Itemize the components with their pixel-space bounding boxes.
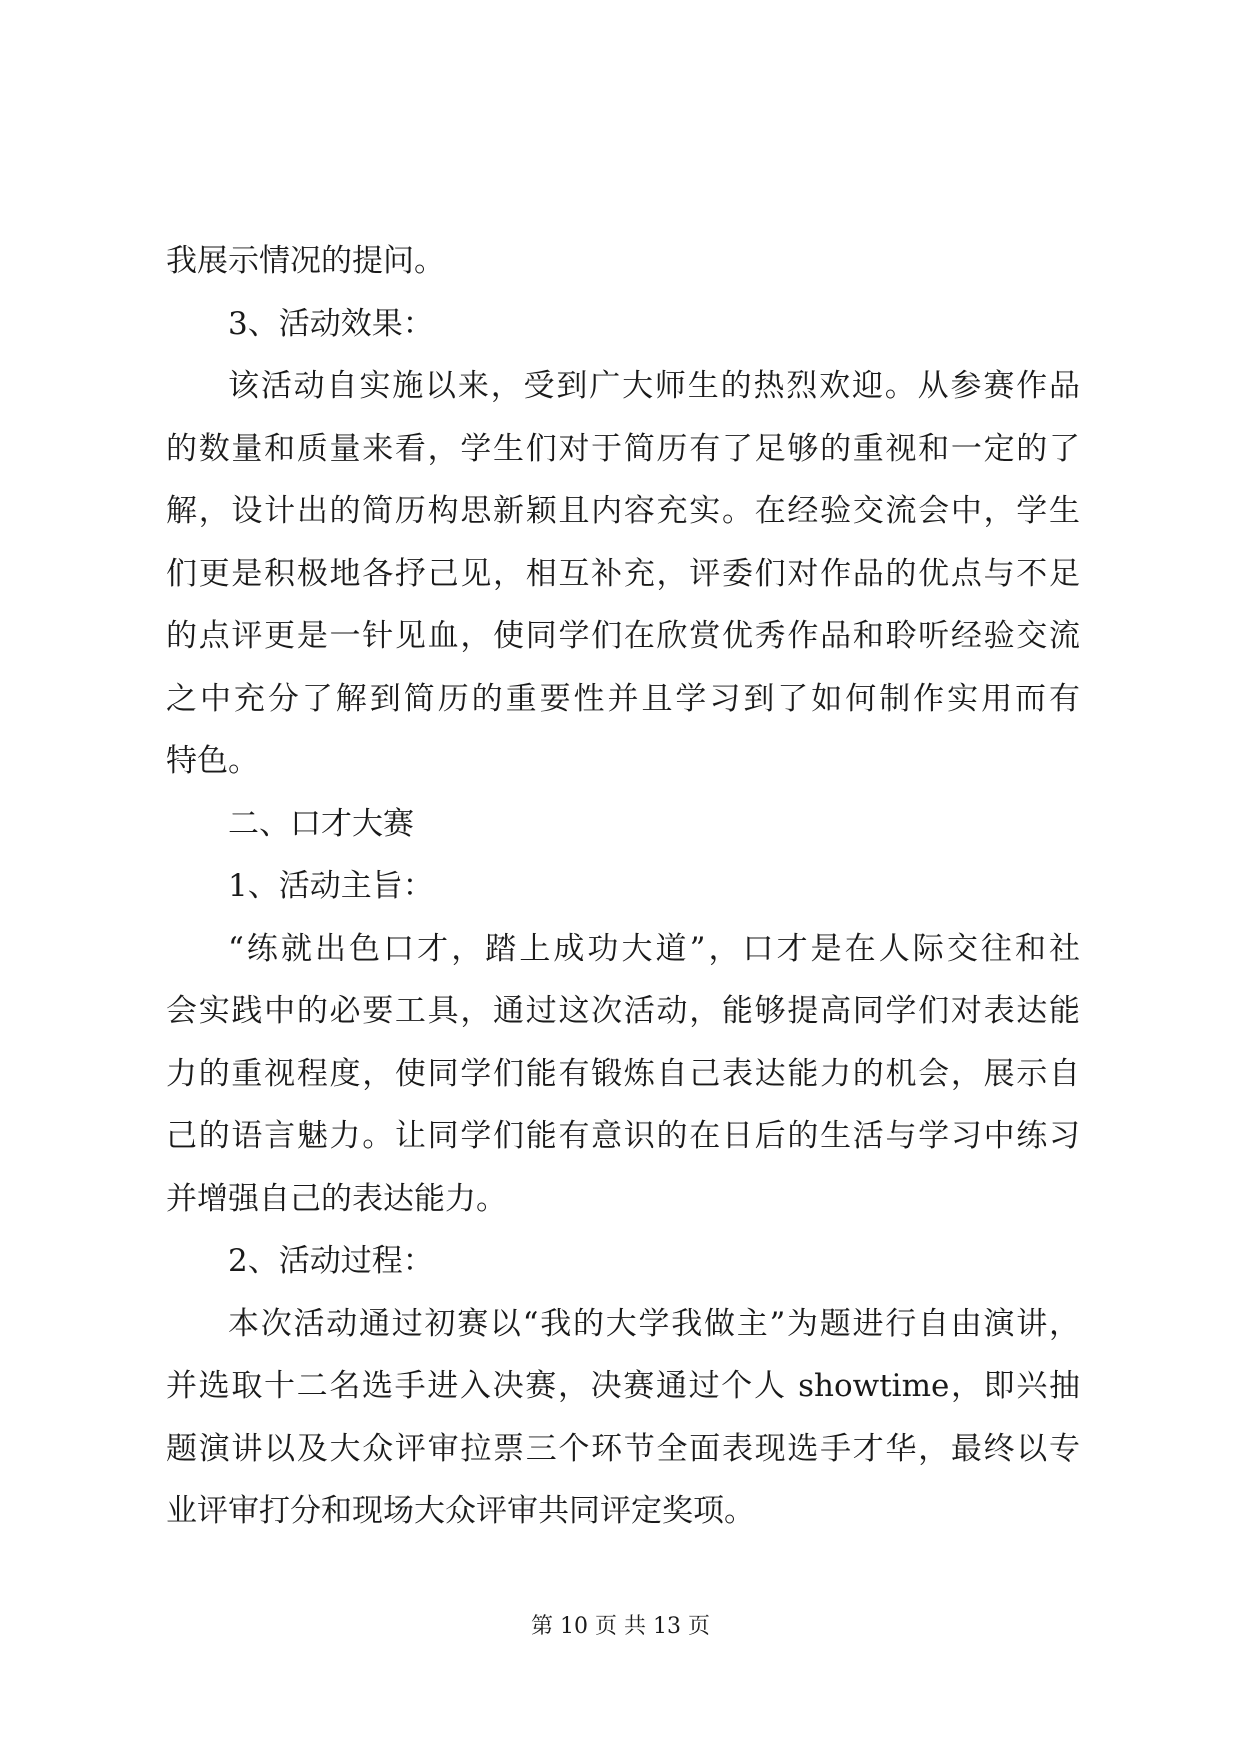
text-line: 该活动自实施以来，受到广大师生的热烈欢迎。从参赛作品 <box>228 368 1080 404</box>
subsection-heading: 1、活动主旨： <box>228 868 434 904</box>
text-line: 业评审打分和现场大众评审共同评定奖项。 <box>166 1493 755 1529</box>
text-line: 会实践中的必要工具，通过这次活动，能够提高同学们对表达能 <box>166 993 1080 1029</box>
text-line: 己的语言魅力。让同学们能有意识的在日后的生活与学习中练习 <box>166 1118 1080 1154</box>
text-line: 并选取十二名选手进入决赛，决赛通过个人 showtime，即兴抽 <box>166 1368 1080 1404</box>
text-line: 本次活动通过初赛以“我的大学我做主”为题进行自由演讲， <box>228 1305 1080 1342</box>
text-line: 我展示情况的提问。 <box>166 243 445 279</box>
text-line: “练就出色口才，踏上成功大道”，口才是在人际交往和社 <box>228 930 1080 967</box>
document-body <box>166 230 1080 1543</box>
subsection-heading: 2、活动过程： <box>228 1243 434 1279</box>
text-line: 解，设计出的简历构思新颖且内容充实。在经验交流会中，学生 <box>166 493 1080 529</box>
text-line: 的点评更是一针见血，使同学们在欣赏优秀作品和聆听经验交流 <box>166 618 1080 654</box>
text-line: 之中充分了解到简历的重要性并且学习到了如何制作实用而有 <box>166 680 1080 717</box>
section-heading: 二、口才大赛 <box>228 805 414 842</box>
text-line: 力的重视程度，使同学们能有锻炼自己表达能力的机会，展示自 <box>166 1055 1080 1092</box>
text-line: 3、活动效果： <box>228 305 434 342</box>
text-line: 题演讲以及大众评审拉票三个环节全面表现选手才华，最终以专 <box>166 1430 1080 1467</box>
text-line: 们更是积极地各抒己见，相互补充，评委们对作品的优点与不足 <box>166 555 1080 592</box>
text-line: 特色。 <box>166 743 259 779</box>
text-line: 的数量和质量来看，学生们对于简历有了足够的重视和一定的了 <box>166 430 1080 467</box>
text-line: 并增强自己的表达能力。 <box>166 1180 507 1217</box>
page-number-footer: 第 10 页 共 13 页 <box>531 1614 710 1639</box>
